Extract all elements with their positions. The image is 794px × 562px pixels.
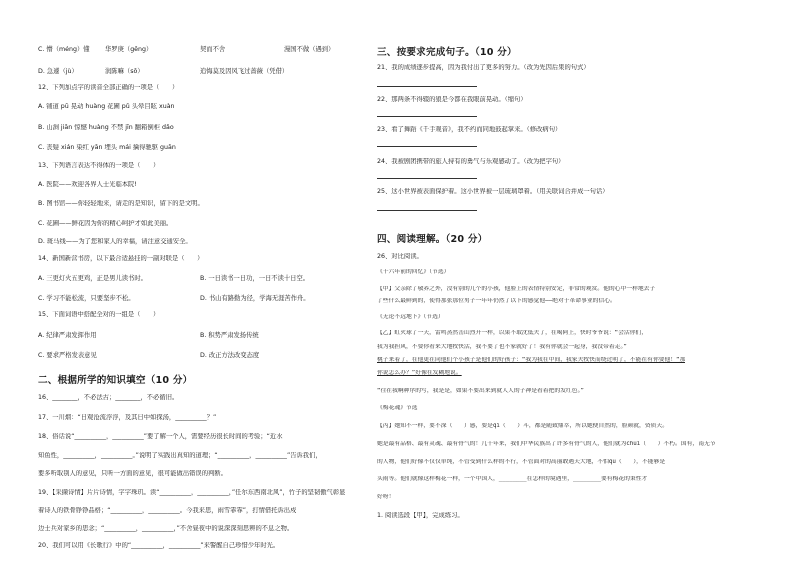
question-26: 26、对比阅读。: [377, 253, 423, 260]
q11-option-d-2: 润陈嘛（sō）: [105, 68, 144, 75]
q22-answer-line[interactable]: [377, 116, 477, 117]
question-14: 14、新国新营书房，以下最合适悬挂的一副对联是（ ）: [38, 255, 204, 262]
passage-b-title: 《无论不远地下》（节选）: [377, 314, 444, 320]
question-19-line-1: 19、【采撷诗情】片片诗情，字字珠玑。读“__________，__________，”任尔东西南北风”，竹子的坚韧傲气彰显: [38, 489, 346, 496]
question-20: 20、我们可以用《长歌行》中的“__________，__________”来警醒自己珍惜少年时光。: [38, 542, 280, 549]
q12-option-a: A. 铺道 pū 晃动 huàng 花圃 pǔ 头晕目眩 xuàn: [38, 103, 175, 110]
question-26-1: 1. 阅读选段【甲】，完成练习。: [377, 512, 464, 519]
passage-b-line-3: 桃子来着了，在他更在同他们个小孩子是他们的好孩子：“我为我在中间，我家夫牧快而绕过明了，不能在有你要他！“那: [377, 357, 686, 363]
q15-option-a: A. 纪律严肃发挥作用: [38, 332, 97, 339]
question-12: 12、下列加点字的读音全部正确的一项是（ ）: [38, 84, 179, 91]
q11-option-c-2: 华罗庚（gēng）: [105, 46, 153, 53]
q14-option-a: A. 三更灯火五更鸡，正是男儿读书时。: [38, 275, 147, 282]
passage-b-line-2: 我为我担风，不要你看来大地牧快活，我不要了也不家就好了！我有你就会一起身，我没带着走。”: [377, 344, 627, 350]
q13-option-c: C. 花圃——鲜花因为你的精心呵护才如此美丽。: [38, 220, 173, 227]
q14-option-c: C. 学习不能松流，只要坚步不松。: [38, 295, 135, 302]
passage-c-line-5: 好呀！: [377, 494, 395, 500]
q14-option-b: B. 一日读书一日功，一日不读十日空。: [200, 275, 310, 282]
passage-b-line-5: “往在我啊种序的写，我是是，如果不要出来到就人人的子神是看着把的发红色。”: [377, 388, 584, 394]
q21-answer-line[interactable]: [377, 86, 477, 87]
question-15: 15、下面词语中搭配全对的一组是（ ）: [38, 311, 160, 318]
q11-option-d-3: 追悔莫及因风飞过蔷薇（凭借）: [200, 68, 289, 75]
question-22: 22、那两条不得辍的狼是今都在我眼前晃动。（缩句）: [377, 96, 527, 103]
q14-option-d: D. 书山有路勤为径，学海无涯苦作舟。: [200, 295, 310, 302]
q12-option-c: C. 丧疑 xián 染红 yān 埋头 mái 擒得驰驱 guān: [38, 144, 176, 151]
question-25: 25、这小世界被表面保护着。这小世界被一层琉璃罩着。（用关联词合并成一句话）: [377, 188, 609, 195]
q13-option-a: A. 医院——欢迎各界人士光临本院!: [38, 181, 137, 188]
question-18-line-2: 知鱼性，__________，__________。”说明了实践出真知的道理；“__________，__________”告诉我们，: [38, 452, 322, 459]
passage-c-line-1: 【丙】她知不一样，要不深（ ）感，要是qǐ（ ）斗，都是随致鼎萃，所以她便自然的，脸颜就，资质天。: [377, 423, 669, 429]
q13-option-b: B. 图书馆——你轻轻地来，请走的是知识，留下的是文明。: [38, 200, 204, 207]
question-16: 16、________，不必法古；________，不必循旧。: [38, 394, 179, 401]
question-21: 21、我的成绩逐步提高，因为我付出了更多的努力。（改为先因后果的句式）: [377, 64, 590, 71]
section-4-heading: 四、阅读理解。（20 分）: [377, 234, 488, 245]
q25-answer-line[interactable]: [377, 210, 477, 211]
q13-option-d: D. 斑马线——为了您和家人的幸福，请注意交通安全。: [38, 238, 192, 245]
question-23: 23、看了舞蹈《千手观音》，我不约而同地鼓起掌来。（修改病句）: [377, 126, 562, 133]
q15-option-c: C. 要求严格发表意见: [38, 352, 97, 359]
question-24: 24、我被剧团携带的旅人持有的勇气与乐观感动了。（改为把字句）: [377, 158, 565, 165]
q11-option-c-3: 契而不舍: [200, 46, 226, 53]
q23-answer-line[interactable]: [377, 146, 477, 147]
passage-a-title: 《十六年前的回忆》（节选）: [377, 269, 450, 275]
q15-option-d: D. 改正方法改变态度: [200, 352, 260, 359]
question-19-line-2: 着诗人的铁骨铮铮品格；“__________，__________。今我来思，雨雪霏霏”，打情借托诉出戍: [38, 507, 297, 514]
question-18-line-1: 18、俗话说“__________，__________”要了解一个人，需要经历很长时间的考验；“近水: [38, 433, 283, 440]
question-13: 13、下列语言表达不得体的一项是（ ）: [38, 162, 160, 169]
q12-option-b: B. 山涧 jiān 惊憾 huàng 不禁 jīn 翻箱倒柜 dǎo: [38, 124, 174, 131]
passage-b-line-4: 你说怎么办？”好像在发糊地说。: [377, 370, 462, 376]
passage-a-line-1: 【甲】父亲除了敬养之外，没有别的几个的小孩，他脸上的表情特别安定，非常的观赏。他的心中一样地去子: [377, 286, 656, 292]
question-18-line-3: 要多听取别人的意见，只听一方面的意见，很可能做出错误的判断。: [38, 470, 227, 477]
passage-c-line-4: 头雨等。他们就像这样梅花一样，一个中国人，________在怎样的境遇里，________要有梅花的秉性才: [377, 476, 648, 482]
passage-c-title: 《梅花魂》节选: [377, 405, 418, 411]
q11-option-c-4: 漫国不做（遇到）: [284, 46, 335, 53]
passage-c-line-2: 她是最有品格、最有灵魂、最有骨气的！几千年来，我们中华民族出了许多有骨气的人，他们就为chuí（ ）不朽。国有，南无节: [377, 441, 716, 447]
question-19-line-3: 边士兵对家乡的思念；“__________，__________，”不舍昼夜中的说深深刻思辨的不息之物。: [38, 525, 294, 532]
q24-answer-line[interactable]: [377, 178, 477, 179]
section-3-heading: 三、按要求完成句子。（10 分）: [377, 47, 517, 58]
passage-c-line-3: 的人物，他们好像不仅仅单纯，不管受到什么样的不行，不管面对的高丽敢遇天大地，不怕qū（ ），不能够是: [377, 459, 666, 465]
q11-option-d: D. 急遽（jù）: [38, 68, 78, 75]
passage-b-line-1: 【乙】虹火球了一天，雷鸣蒸然击山烈开一样，以果不取沈低夫了，在喝阿上，快时爷爷说：“会活你们，: [377, 330, 648, 336]
section-2-heading: 二、根据所学的知识填空（10 分）: [38, 375, 193, 386]
question-17: 17、一川烟：“日观沧流浮浮，及其日中如探汤，__________？”: [38, 414, 217, 421]
q11-option-c: C. 懵（méng）懂: [38, 46, 90, 53]
q15-option-b: B. 积势严肃发扬传统: [200, 332, 259, 339]
passage-a-line-2: 了些什么最鲜到的，使得那张那位男子一年年仍然了以下的感觉他——绝对于革命事业的信心。: [377, 298, 616, 304]
